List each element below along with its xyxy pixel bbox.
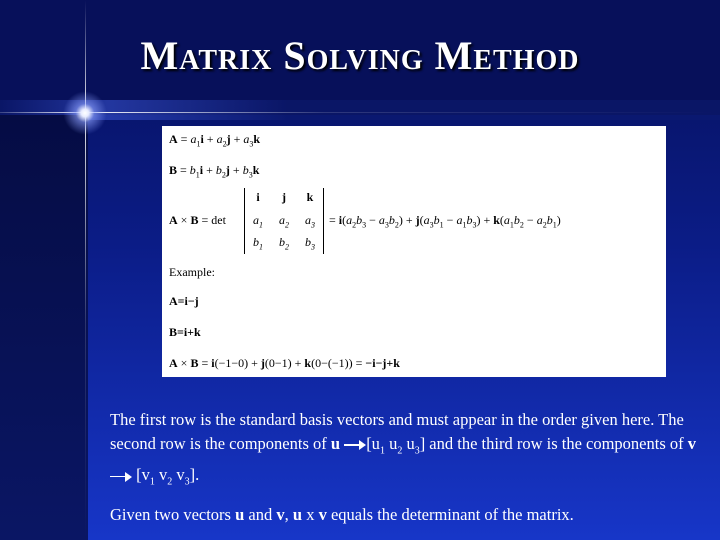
text-run: equals the determinant of the matrix. [326,504,574,524]
text-run: [u [366,434,380,453]
vertical-light-line [85,0,86,540]
example-a: A=i−j [169,294,199,308]
determinant-matrix [244,188,324,254]
example-b: B=i+k [169,325,201,339]
formula-line-a: $A = a_1i + a_2j + a_3k$ [169,132,261,149]
horizontal-light-line [0,112,720,113]
text-run: The first row is the standard basis vectors and must appear in the order given here. The second row is the components of [110,410,684,453]
text-run: ]. [189,465,200,485]
subscript: 2 [167,476,173,488]
det-cell: k [306,190,314,204]
paragraph-2 [110,503,700,527]
text-run: x [302,504,319,524]
arrow-icon [110,472,132,482]
text-run: u [384,434,398,453]
text-run: v [172,465,185,485]
det-cell: $a_2$ [279,213,289,230]
arrow-icon [344,440,366,450]
det-cell: $b_2$ [279,235,289,252]
paragraph-1 [110,408,700,495]
text-run: [v [136,465,150,485]
det-cell: j [282,190,286,204]
left-band [0,115,88,540]
subscript: 1 [379,445,385,457]
accent-strip [0,100,720,120]
example-label: Example: [169,265,215,279]
det-cell: $a_3$ [305,213,315,230]
text-run: v [154,465,168,485]
cross-prefix: A × B = det [169,213,226,227]
subscript: 2 [397,445,403,457]
vector-u: u [292,504,303,524]
star-flare-icon [63,91,107,135]
explanation-text [110,408,700,535]
subscript: 3 [414,445,420,457]
text-run: , [284,504,293,524]
vector-v: v [318,504,327,524]
text-run: ] and the third row is the components of [419,434,688,453]
vector-u: u [330,434,341,453]
example-result: A × B = i(−1−0) + j(0−1) + k(0−(−1)) = −i−j+k [169,356,400,370]
text-run: u [402,434,415,453]
subscript: 3 [184,476,190,488]
formula-image [162,126,666,377]
vector-v: v [687,434,697,453]
det-cell: $b_3$ [305,235,315,252]
text-run: Given two vectors [110,504,236,524]
cross-result: = $i(a_2b_3 - a_3b_2) + j(a_3b_1 - a_1b_3) + k(a_1b_2 - a_2b_1)$ [329,213,561,230]
det-cell: i [256,190,260,204]
slide-title: Matrix Solving Method [140,33,580,78]
vector-v: v [276,504,285,524]
det-cell: $b_1$ [253,235,263,252]
text-run: and [244,504,277,524]
subscript: 1 [149,476,155,488]
formula-line-b: $B = b_1i + b_2j + b_3k$ [169,163,260,180]
vector-u: u [235,504,245,524]
det-cell: $a_1$ [253,213,263,230]
